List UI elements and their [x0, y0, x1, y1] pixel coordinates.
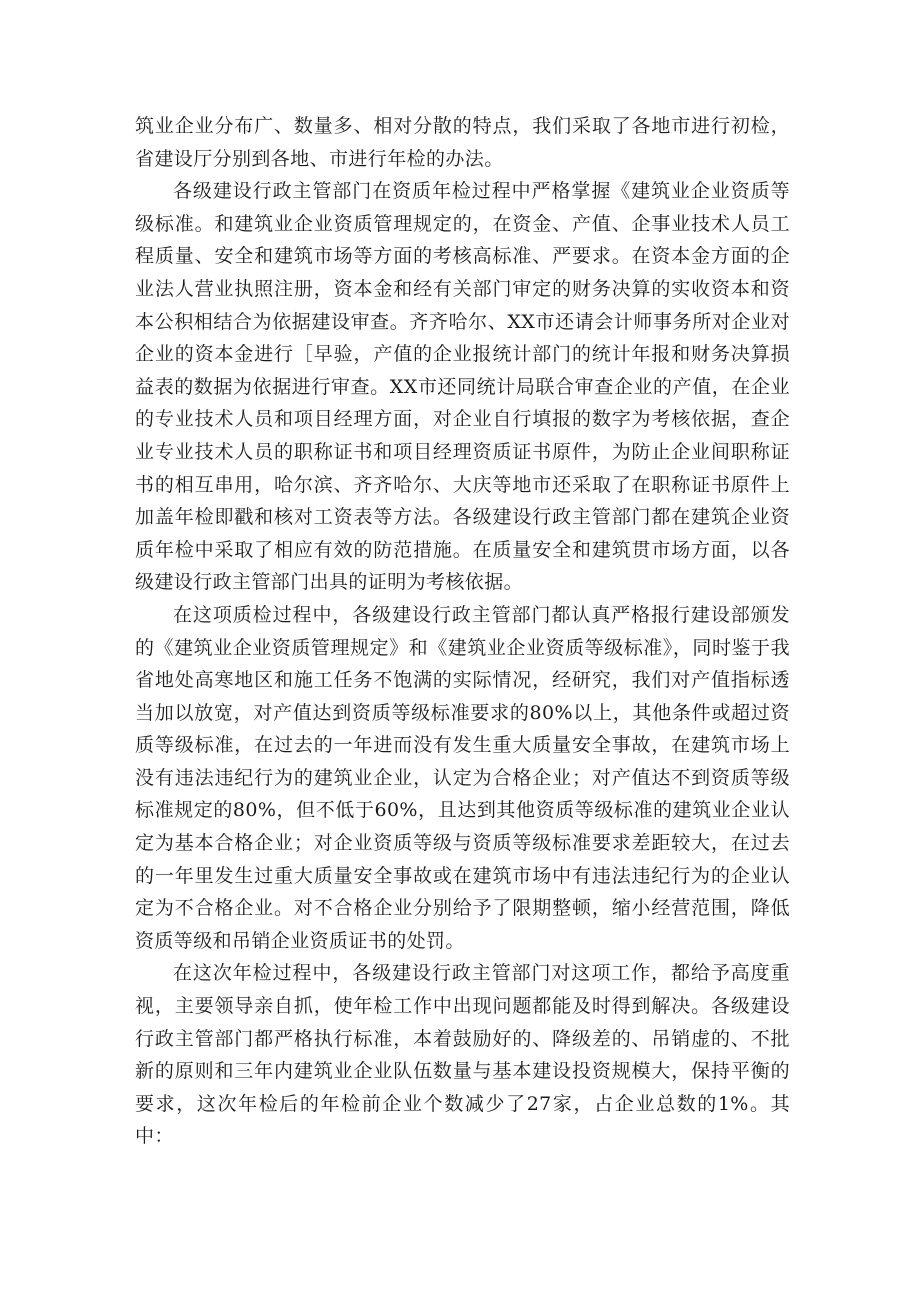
paragraph-4: 在这次年检过程中，各级建设行政主管部门对这项工作，都给予高度重视，主要领导亲自抓，使年检工作中出现问题都能及时得到解决。各级建设行政主管部门都严格执行标准，本着鼓励好的、降级差的、吊销虚的、不批新的原则和三年内建筑业企业队伍数量与基本建设投资规模大，保持平衡的要求，这次年检后的年检前企业个数减少了27家，占企业总数的1%。其中： — [135, 962, 790, 1148]
paragraph-1: 筑业企业分布广、数量多、相对分散的特点，我们采取了各地市进行初检，省建设厅分别到各地、市进行年检的办法。 — [135, 115, 790, 170]
document-body — [135, 110, 790, 1153]
paragraph-3: 在这项质检过程中，各级建设行政主管部门都认真严格报行建设部颁发的《建筑业企业资质管理规定》和《建筑业企业资质等级标准》，同时鉴于我省地处高寒地区和施工任务不饱满的实际情况，经研究，我们对产值指标透当加以放宽，对产值达到资质等级标准要求的80%以上，其他条件或超过资质等级标准，在过去的一年进而没有发生重大质量安全事故，在建筑市场上没有违法违纪行为的建筑业企业，认定为合格企业；对产值达不到资质等级标准规定的80%，但不低于60%，且达到其他资质等级标准的建筑业企业认定为基本合格企业；对企业资质等级与资质等级标准要求差距较大，在过去的一年里发生过重大质量安全事故或在建筑市场中有违法违纪行为的企业认定为不合格企业。对不合格企业分别给予了限期整顿，缩小经营范围，降低资质等级和吊销企业资质证书的处罚。 — [135, 603, 790, 952]
paragraph-2: 各级建设行政主管部门在资质年检过程中严格掌握《建筑业企业资质等级标准。和建筑业企业资质管理规定的，在资金、产值、企事业技术人员工程质量、安全和建筑市场等方面的考核高标准、严要求。在资本金方面的企业法人营业执照注册，资本金和经有关部门审定的财务决算的实收资本和资本公积相结合为依据建设审查。齐齐哈尔、XX市还请会计师事务所对企业对企业的资本金进行［早验，产值的企业报统计部门的统计年报和财务决算损益表的数据为依据进行审查。XX市还同统计局联合审查企业的产值，在企业的专业技术人员和项目经理方面，对企业自行填报的数字为考核依据，查企业专业技术人员的职称证书和项目经理资质证书原件，为防止企业间职称证书的相互串用，哈尔滨、齐齐哈尔、大庆等地市还采取了在职称证书原件上加盖年检即戳和核对工资表等方法。各级建设行政主管部门都在建筑企业资质年检中采取了相应有效的防范措施。在质量安全和建筑贯市场方面，以各级建设行政主管部门出具的证明为考核依据。 — [135, 180, 790, 594]
